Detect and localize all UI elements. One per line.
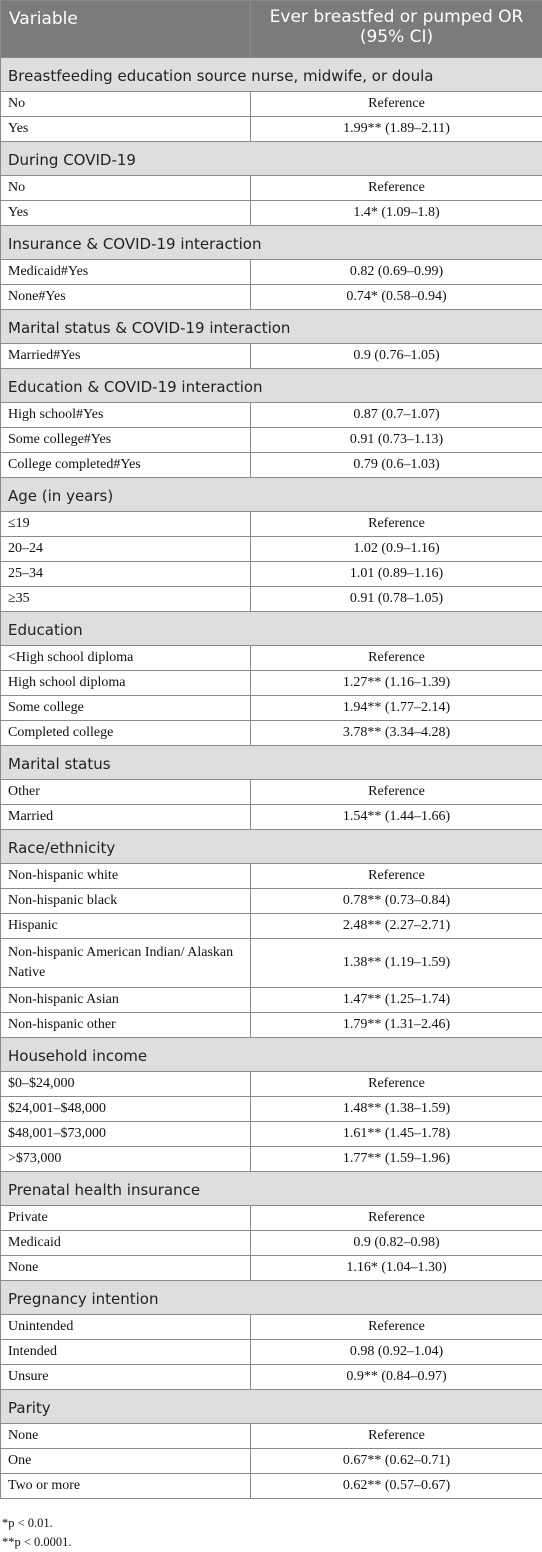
odds-ratio-value: 0.87 (0.7–1.07)	[251, 403, 542, 428]
table-row	[1, 1315, 542, 1340]
table-row	[1, 988, 542, 1013]
section-header-row	[1, 1038, 542, 1072]
odds-ratio-value: 0.9 (0.76–1.05)	[251, 344, 542, 369]
footnotes	[0, 1514, 542, 1552]
table-row	[1, 1474, 542, 1499]
table-row	[1, 587, 542, 612]
header-variable: Variable	[1, 1, 251, 58]
odds-ratio-value: 1.94** (1.77–2.14)	[251, 696, 542, 721]
odds-ratio-value: 1.4* (1.09–1.8)	[251, 201, 542, 226]
section-header-row	[1, 58, 542, 92]
table-row	[1, 1231, 542, 1256]
odds-ratio-value: Reference	[251, 512, 542, 537]
variable-label: Medicaid#Yes	[1, 260, 251, 285]
table-row	[1, 1072, 542, 1097]
footnote: *p < 0.01.	[2, 1514, 542, 1533]
table-row	[1, 537, 542, 562]
variable-label: Non-hispanic Asian	[1, 988, 251, 1013]
section-header-row	[1, 1172, 542, 1206]
section-title: Household income	[1, 1038, 542, 1072]
variable-label: Yes	[1, 117, 251, 142]
section-title: Age (in years)	[1, 478, 542, 512]
section-title: During COVID-19	[1, 142, 542, 176]
odds-ratio-value: 0.82 (0.69–0.99)	[251, 260, 542, 285]
odds-ratio-value: 1.47** (1.25–1.74)	[251, 988, 542, 1013]
variable-label: $0–$24,000	[1, 1072, 251, 1097]
table-header-row	[1, 1, 542, 58]
header-odds-ratio: Ever breastfed or pumped OR (95% CI)	[251, 1, 542, 58]
variable-label: Unsure	[1, 1365, 251, 1390]
variable-label: Non-hispanic other	[1, 1013, 251, 1038]
section-header-row	[1, 612, 542, 646]
variable-label: $48,001–$73,000	[1, 1122, 251, 1147]
variable-label: Non-hispanic white	[1, 864, 251, 889]
section-header-row	[1, 830, 542, 864]
odds-ratio-value: 0.62** (0.57–0.67)	[251, 1474, 542, 1499]
variable-label: Medicaid	[1, 1231, 251, 1256]
table-row	[1, 201, 542, 226]
odds-ratio-value: 1.79** (1.31–2.46)	[251, 1013, 542, 1038]
table-row	[1, 428, 542, 453]
table-row	[1, 1097, 542, 1122]
table-row	[1, 780, 542, 805]
odds-ratio-value: 1.27** (1.16–1.39)	[251, 671, 542, 696]
odds-ratio-value: Reference	[251, 1206, 542, 1231]
table-row	[1, 1013, 542, 1038]
table-row	[1, 1424, 542, 1449]
section-header-row	[1, 226, 542, 260]
variable-label: None#Yes	[1, 285, 251, 310]
table-row	[1, 1206, 542, 1231]
variable-label: Married	[1, 805, 251, 830]
section-title: Education	[1, 612, 542, 646]
table-row	[1, 285, 542, 310]
variable-label: Other	[1, 780, 251, 805]
table-row	[1, 1340, 542, 1365]
odds-ratio-value: 1.48** (1.38–1.59)	[251, 1097, 542, 1122]
table-row	[1, 512, 542, 537]
variable-label: Non-hispanic American Indian/ Alaskan Native	[1, 939, 251, 988]
table-row	[1, 1256, 542, 1281]
section-header-row	[1, 1281, 542, 1315]
section-title: Marital status & COVID-19 interaction	[1, 310, 542, 344]
table-body	[1, 58, 542, 1499]
variable-label: Married#Yes	[1, 344, 251, 369]
variable-label: 25–34	[1, 562, 251, 587]
table-row	[1, 671, 542, 696]
table-row	[1, 562, 542, 587]
odds-ratio-value: Reference	[251, 176, 542, 201]
table-row	[1, 805, 542, 830]
odds-ratio-value: Reference	[251, 780, 542, 805]
odds-ratio-value: 0.98 (0.92–1.04)	[251, 1340, 542, 1365]
variable-label: No	[1, 176, 251, 201]
variable-label: Intended	[1, 1340, 251, 1365]
odds-ratio-value: 1.01 (0.89–1.16)	[251, 562, 542, 587]
table-row	[1, 696, 542, 721]
table-row	[1, 453, 542, 478]
odds-ratio-value: Reference	[251, 1424, 542, 1449]
table-row	[1, 92, 542, 117]
odds-ratio-value: 0.9 (0.82–0.98)	[251, 1231, 542, 1256]
section-header-row	[1, 1390, 542, 1424]
section-title: Pregnancy intention	[1, 1281, 542, 1315]
variable-label: None	[1, 1256, 251, 1281]
variable-label: Non-hispanic black	[1, 889, 251, 914]
variable-label: ≥35	[1, 587, 251, 612]
variable-label: No	[1, 92, 251, 117]
table-row	[1, 403, 542, 428]
section-header-row	[1, 478, 542, 512]
odds-ratio-value: 0.78** (0.73–0.84)	[251, 889, 542, 914]
variable-label: Completed college	[1, 721, 251, 746]
odds-ratio-value: Reference	[251, 92, 542, 117]
odds-ratio-value: 1.61** (1.45–1.78)	[251, 1122, 542, 1147]
odds-ratio-value: Reference	[251, 1072, 542, 1097]
variable-label: One	[1, 1449, 251, 1474]
variable-label: Unintended	[1, 1315, 251, 1340]
section-title: Education & COVID-19 interaction	[1, 369, 542, 403]
variable-label: 20–24	[1, 537, 251, 562]
odds-ratio-value: 1.77** (1.59–1.96)	[251, 1147, 542, 1172]
table-row	[1, 721, 542, 746]
variable-label: >$73,000	[1, 1147, 251, 1172]
odds-ratio-value: 1.54** (1.44–1.66)	[251, 805, 542, 830]
table-row	[1, 260, 542, 285]
odds-ratio-value: 1.16* (1.04–1.30)	[251, 1256, 542, 1281]
odds-ratio-value: 2.48** (2.27–2.71)	[251, 914, 542, 939]
odds-ratio-value: Reference	[251, 864, 542, 889]
section-header-row	[1, 142, 542, 176]
odds-ratio-value: 0.74* (0.58–0.94)	[251, 285, 542, 310]
footnote: **p < 0.0001.	[2, 1533, 542, 1552]
table-row	[1, 939, 542, 988]
table-row	[1, 344, 542, 369]
section-header-row	[1, 746, 542, 780]
odds-ratio-value: Reference	[251, 646, 542, 671]
variable-label: $24,001–$48,000	[1, 1097, 251, 1122]
table-row	[1, 1365, 542, 1390]
variable-label: Two or more	[1, 1474, 251, 1499]
odds-ratio-value: 0.91 (0.73–1.13)	[251, 428, 542, 453]
section-header-row	[1, 310, 542, 344]
variable-label: None	[1, 1424, 251, 1449]
table-row	[1, 646, 542, 671]
section-title: Parity	[1, 1390, 542, 1424]
odds-ratio-value: 0.79 (0.6–1.03)	[251, 453, 542, 478]
table-row	[1, 889, 542, 914]
table-row	[1, 864, 542, 889]
odds-ratio-value: 1.99** (1.89–2.11)	[251, 117, 542, 142]
table-row	[1, 1147, 542, 1172]
table-row	[1, 117, 542, 142]
odds-ratio-value: Reference	[251, 1315, 542, 1340]
variable-label: <High school diploma	[1, 646, 251, 671]
variable-label: High school diploma	[1, 671, 251, 696]
section-title: Marital status	[1, 746, 542, 780]
variable-label: Some college	[1, 696, 251, 721]
odds-ratio-value: 0.9** (0.84–0.97)	[251, 1365, 542, 1390]
odds-ratio-value: 1.38** (1.19–1.59)	[251, 939, 542, 988]
odds-ratio-value: 3.78** (3.34–4.28)	[251, 721, 542, 746]
variable-label: High school#Yes	[1, 403, 251, 428]
odds-ratio-value: 0.67** (0.62–0.71)	[251, 1449, 542, 1474]
section-header-row	[1, 369, 542, 403]
odds-ratio-value: 1.02 (0.9–1.16)	[251, 537, 542, 562]
table-row	[1, 1122, 542, 1147]
table-row	[1, 1449, 542, 1474]
odds-ratio-value: 0.91 (0.78–1.05)	[251, 587, 542, 612]
variable-label: Private	[1, 1206, 251, 1231]
variable-label: Hispanic	[1, 914, 251, 939]
section-title: Breastfeeding education source nurse, midwife, or doula	[1, 58, 542, 92]
section-title: Race/ethnicity	[1, 830, 542, 864]
section-title: Prenatal health insurance	[1, 1172, 542, 1206]
variable-label: ≤19	[1, 512, 251, 537]
table-row	[1, 914, 542, 939]
variable-label: College completed#Yes	[1, 453, 251, 478]
variable-label: Yes	[1, 201, 251, 226]
section-title: Insurance & COVID-19 interaction	[1, 226, 542, 260]
table-row	[1, 176, 542, 201]
variable-label: Some college#Yes	[1, 428, 251, 453]
